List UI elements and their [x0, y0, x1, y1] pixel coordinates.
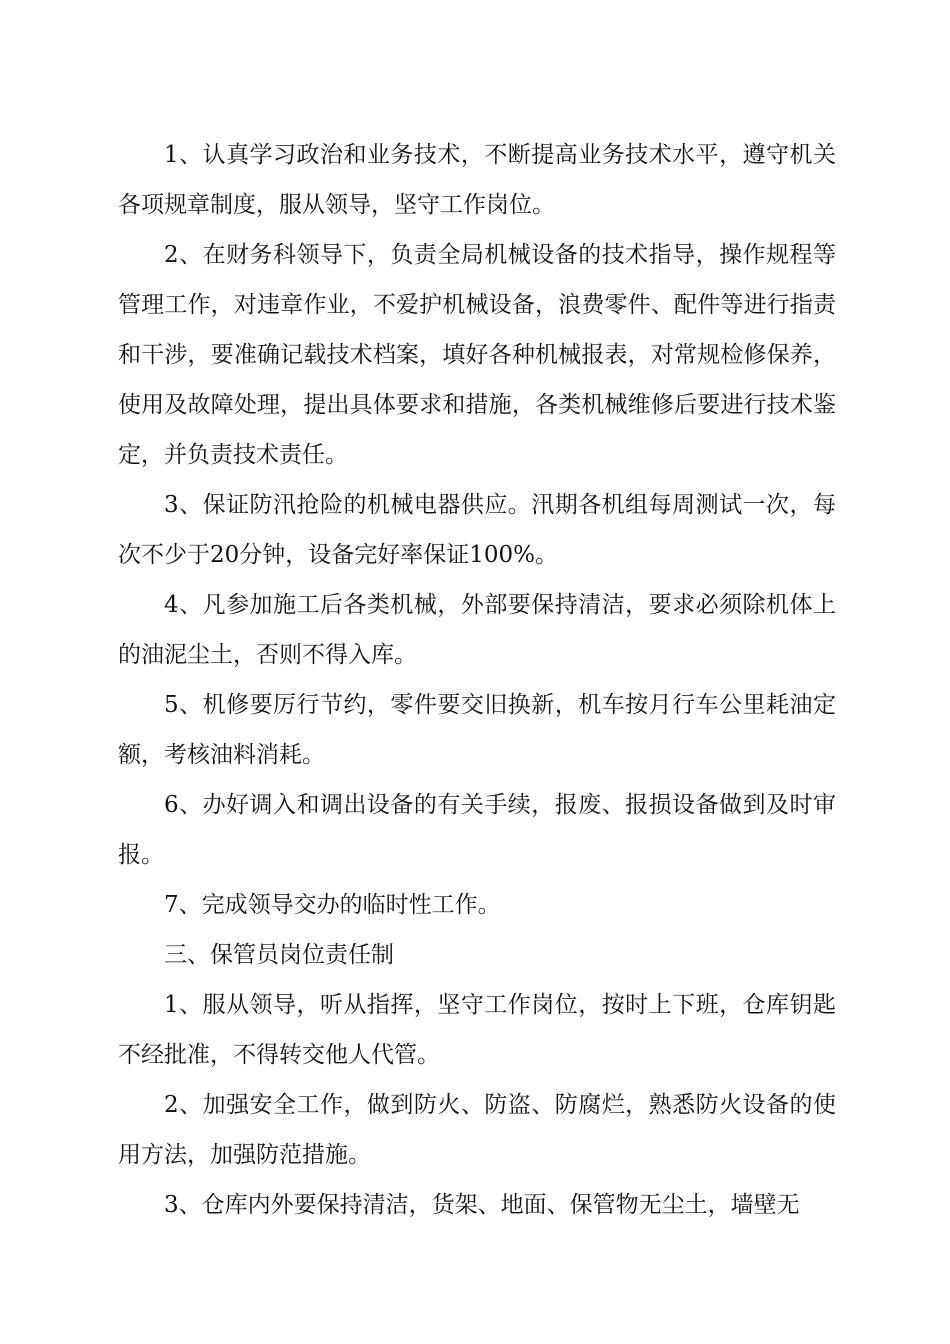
paragraph-9: 2、加强安全工作，做到防火、防盗、防腐烂，熟悉防火设备的使用方法，加强防范措施。: [118, 1092, 836, 1168]
paragraph-5: 5、机修要厉行节约，零件要交旧换新，机车按月行车公里耗油定额，考核油料消耗。: [118, 692, 836, 768]
section-heading: 三、保管员岗位责任制: [164, 942, 394, 968]
paragraph-8: 1、服从领导，听从指挥，坚守工作岗位，按时上下班，仓库钥匙不经批准，不得转交他人代管。: [118, 992, 836, 1068]
paragraph-2: 2、在财务科领导下，负责全局机械设备的技术指导，操作规程等管理工作，对违章作业，不爱护机械设备，浪费零件、配件等进行指责和干涉，要准确记载技术档案，填好各种机械报表，对常规检修保养，使用及故障处理，提出具体要求和措施，各类机械维修后要进行技术鉴定，并负责技术责任。: [118, 242, 836, 468]
paragraph-7: 7、完成领导交办的临时性工作。: [164, 892, 501, 918]
paragraph-4: 4、凡参加施工后各类机械，外部要保持清洁，要求必须除机体上的油泥尘土，否则不得入库。: [118, 592, 836, 668]
paragraph-6: 6、办好调入和调出设备的有关手续，报废、报损设备做到及时审报。: [118, 792, 836, 868]
document-body: [118, 130, 836, 1230]
paragraph-3: 3、保证防汛抢险的机械电器供应。汛期各机组每周测试一次，每次不少于20分钟，设备完好率保证100%。: [118, 492, 836, 568]
paragraph-1: 1、认真学习政治和业务技术，不断提高业务技术水平，遵守机关各项规章制度，服从领导，坚守工作岗位。: [118, 142, 836, 218]
paragraph-10: 3、仓库内外要保持清洁，货架、地面、保管物无尘土，墙壁无: [164, 1192, 800, 1218]
